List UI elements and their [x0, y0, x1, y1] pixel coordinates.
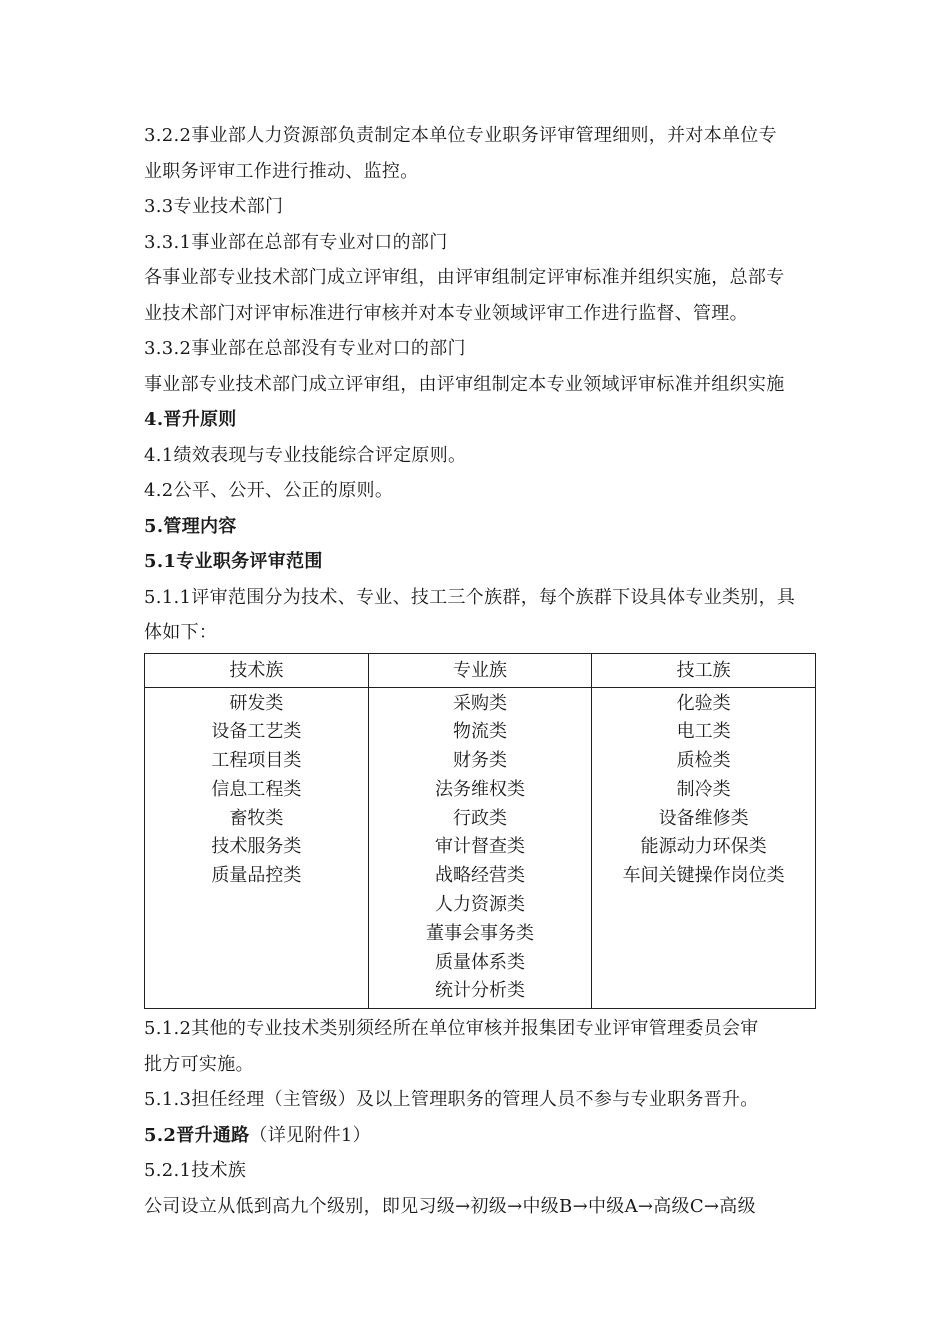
category-item: 技术服务类 — [211, 836, 302, 858]
table-header-row — [145, 653, 816, 687]
paragraph-line — [144, 473, 816, 509]
review-scope-table — [144, 653, 816, 1010]
paragraph-text: 业职务评审工作进行推动、监控。 — [144, 160, 419, 182]
category-item: 人力资源类 — [434, 894, 525, 916]
header-professional-group: 专业族 — [368, 653, 592, 687]
category-item: 研发类 — [229, 692, 284, 714]
skilled-worker-group-categories — [592, 687, 816, 1009]
category-item: 物流类 — [452, 721, 507, 743]
category-item: 信息工程类 — [211, 778, 302, 800]
paragraph-text: 4.2公平、公开、公正的原则。 — [144, 480, 394, 501]
paragraph-line — [144, 1189, 816, 1225]
section-heading: 4.晋升原则 — [144, 409, 237, 430]
header-skilled-worker-group: 技工族 — [592, 653, 816, 687]
paragraph-line — [144, 1153, 816, 1189]
category-item: 设备维修类 — [658, 807, 749, 829]
paragraph-line — [144, 438, 816, 474]
paragraph-text: 3.3专业技术部门 — [144, 196, 284, 217]
paragraph-text: 各事业部专业技术部门成立评审组，由评审组制定评审标准并组织实施，总部专 — [144, 267, 785, 288]
paragraph-text: 3.2.2事业部人力资源部负责制定本单位专业职务评审管理细则，并对本单位专 — [144, 125, 777, 146]
paragraph-line — [144, 509, 816, 545]
section-heading: 5.1专业职务评审范围 — [144, 551, 323, 572]
category-item: 战略经营类 — [434, 865, 525, 887]
paragraph-text: 批方可实施。 — [144, 1053, 254, 1075]
document-page — [144, 118, 816, 1224]
paragraph-text: 5.1.3担任经理（主管级）及以上管理职务的管理人员不参与专业职务晋升。 — [144, 1089, 759, 1111]
table-row — [145, 687, 816, 1009]
category-item: 行政类 — [452, 807, 507, 829]
paragraph-text: 5.1.1评审范围分为技术、专业、技工三个族群，每个族群下设具体专业类别，具 — [144, 586, 796, 608]
technical-group-categories — [145, 687, 369, 1009]
section-heading: 5.2晋升通路 — [144, 1124, 250, 1146]
paragraph-line — [144, 118, 816, 154]
paragraph-text: 5.2.1技术族 — [144, 1160, 247, 1182]
category-item: 法务维权类 — [434, 778, 525, 800]
paragraph-text: 事业部专业技术部门成立评审组，由评审组制定本专业领域评审标准并组织实施 — [144, 373, 785, 395]
category-item: 财务类 — [452, 750, 507, 772]
heading-note: （详见附件1） — [249, 1124, 371, 1146]
paragraph-line — [144, 296, 816, 332]
category-item: 审计督查类 — [434, 836, 525, 858]
body-text-after-table — [144, 1011, 816, 1224]
header-technical-group: 技术族 — [145, 653, 369, 687]
paragraph-text: 5.1.2其他的专业技术类别须经所在单位审核并报集团专业评审管理委员会审 — [144, 1018, 759, 1040]
paragraph-line — [144, 331, 816, 367]
paragraph-line — [144, 544, 816, 580]
category-item: 质检类 — [676, 750, 731, 772]
paragraph-text: 公司设立从低到高九个级别，即见习级→初级→中级B→中级A→高级C→高级 — [144, 1195, 756, 1217]
paragraph-line — [144, 615, 816, 651]
paragraph-text: 3.3.2事业部在总部没有专业对口的部门 — [144, 338, 466, 359]
category-item: 质量体系类 — [434, 951, 525, 973]
category-item: 董事会事务类 — [425, 922, 534, 944]
paragraph-text: 4.1绩效表现与专业技能综合评定原则。 — [144, 444, 467, 466]
paragraph-line — [144, 1082, 816, 1118]
category-item: 制冷类 — [676, 778, 731, 800]
category-item: 能源动力环保类 — [640, 836, 767, 858]
paragraph-text: 体如下： — [144, 622, 218, 643]
category-item: 设备工艺类 — [211, 721, 302, 743]
paragraph-line — [144, 1118, 816, 1154]
paragraph-line — [144, 154, 816, 190]
section-heading: 5.管理内容 — [144, 515, 237, 537]
category-item: 化验类 — [676, 692, 731, 714]
paragraph-text: 业技术部门对评审标准进行审核并对本专业领域评审工作进行监督、管理。 — [144, 302, 748, 324]
paragraph-line — [144, 580, 816, 616]
category-item: 车间关键操作岗位类 — [622, 865, 785, 887]
category-item: 工程项目类 — [211, 750, 302, 772]
body-text-before-table — [144, 118, 816, 651]
category-item: 统计分析类 — [434, 980, 525, 1002]
category-item: 采购类 — [452, 692, 507, 714]
paragraph-text: 3.3.1事业部在总部有专业对口的部门 — [144, 231, 448, 253]
paragraph-line — [144, 402, 816, 438]
paragraph-line — [144, 1011, 816, 1047]
paragraph-line — [144, 225, 816, 261]
paragraph-line — [144, 260, 816, 296]
professional-group-categories — [368, 687, 592, 1009]
category-item: 电工类 — [676, 721, 731, 743]
category-item: 质量品控类 — [211, 865, 302, 887]
paragraph-line — [144, 367, 816, 403]
paragraph-line — [144, 189, 816, 225]
category-item: 畜牧类 — [229, 807, 284, 829]
paragraph-line — [144, 1047, 816, 1083]
